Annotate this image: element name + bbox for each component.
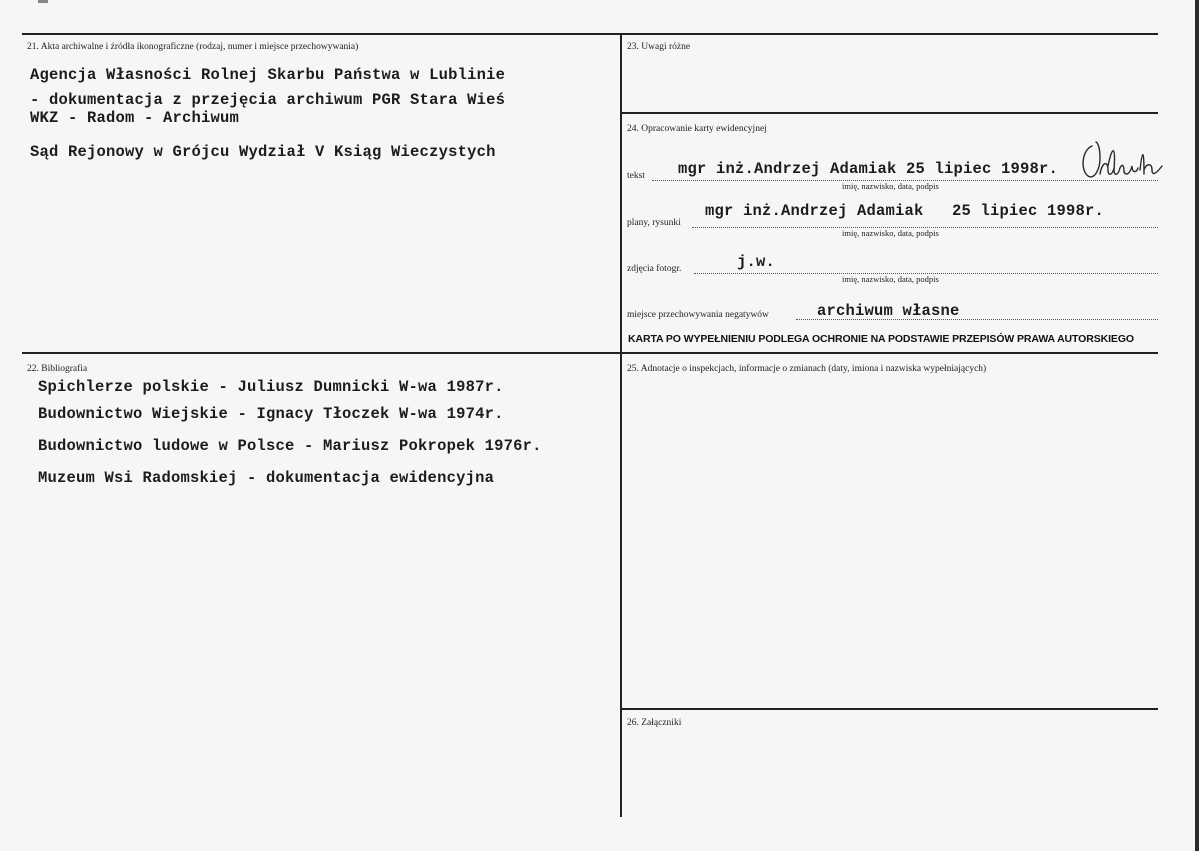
scan-mark [38,0,48,3]
section-21-line-2: - dokumentacja z przejęcia archiwum PGR Stara Wieś [30,91,506,109]
row-tekst-caption: imię, nazwisko, data, podpis [842,181,939,191]
row-tekst-prefix: tekst [627,171,645,181]
row-zdjecia-value: j.w. [737,253,776,271]
row-negatywy-value: archiwum własne [817,302,960,320]
section-21-line-1: Agencja Własności Rolnej Skarbu Państwa w Lublinie [30,66,506,84]
section-24-label: 24. Opracowanie karty ewidencyjnej [627,124,767,134]
section-23-label: 23. Uwagi różne [627,42,691,52]
row-zdjecia-caption: imię, nazwisko, data, podpis [842,274,939,284]
row-plany-prefix: plany, rysunki [627,218,681,228]
signature-image [1078,140,1170,182]
section-22-line-1: Spichlerze polskie - Juliusz Dumnicki W-wa 1987r. [38,378,504,396]
section-26-label: 26. Załączniki [627,718,682,728]
center-divider [620,33,622,817]
section-25-label: 25. Adnotacje o inspekcjach, informacje o zmianach (daty, imiona i nazwiska wypełniających) [627,364,987,374]
section-21-line-4: Sąd Rejonowy w Grójcu Wydział V Ksiąg Wieczystych [30,143,496,161]
section-22-label: 22. Bibliografia [27,364,88,374]
top-rule [22,33,1158,35]
row-zdjecia-prefix: zdjęcia fotogr. [627,264,682,274]
rule-23-24 [621,112,1158,114]
section-21-line-3: WKZ - Radom - Archiwum [30,109,240,127]
section-22-line-3: Budownictwo ludowe w Polsce - Mariusz Pokropek 1976r. [38,437,542,455]
middle-rule [22,352,1158,354]
section-22-line-2: Budownictwo Wiejskie - Ignacy Tłoczek W-wa 1974r. [38,405,504,423]
row-tekst-value: mgr inż.Andrzej Adamiak 25 lipiec 1998r. [678,160,1059,178]
row-negatywy-prefix: miejsce przechowywania negatywów [627,310,769,320]
row-plany-value: mgr inż.Andrzej Adamiak 25 lipiec 1998r. [705,202,1105,220]
section-22-line-4: Muzeum Wsi Radomskiej - dokumentacja ewidencyjna [38,469,495,487]
row-plany-caption: imię, nazwisko, data, podpis [842,228,939,238]
copyright-note: KARTA PO WYPEŁNIENIU PODLEGA OCHRONIE NA PODSTAWIE PRZEPISÓW PRAWA AUTORSKIEGO [628,333,1134,345]
scan-edge [1195,0,1199,851]
section-21-label: 21. Akta archiwalne i źródła ikonograficzne (rodzaj, numer i miejsce przechowywania) [27,42,359,52]
rule-25-26 [621,708,1158,710]
